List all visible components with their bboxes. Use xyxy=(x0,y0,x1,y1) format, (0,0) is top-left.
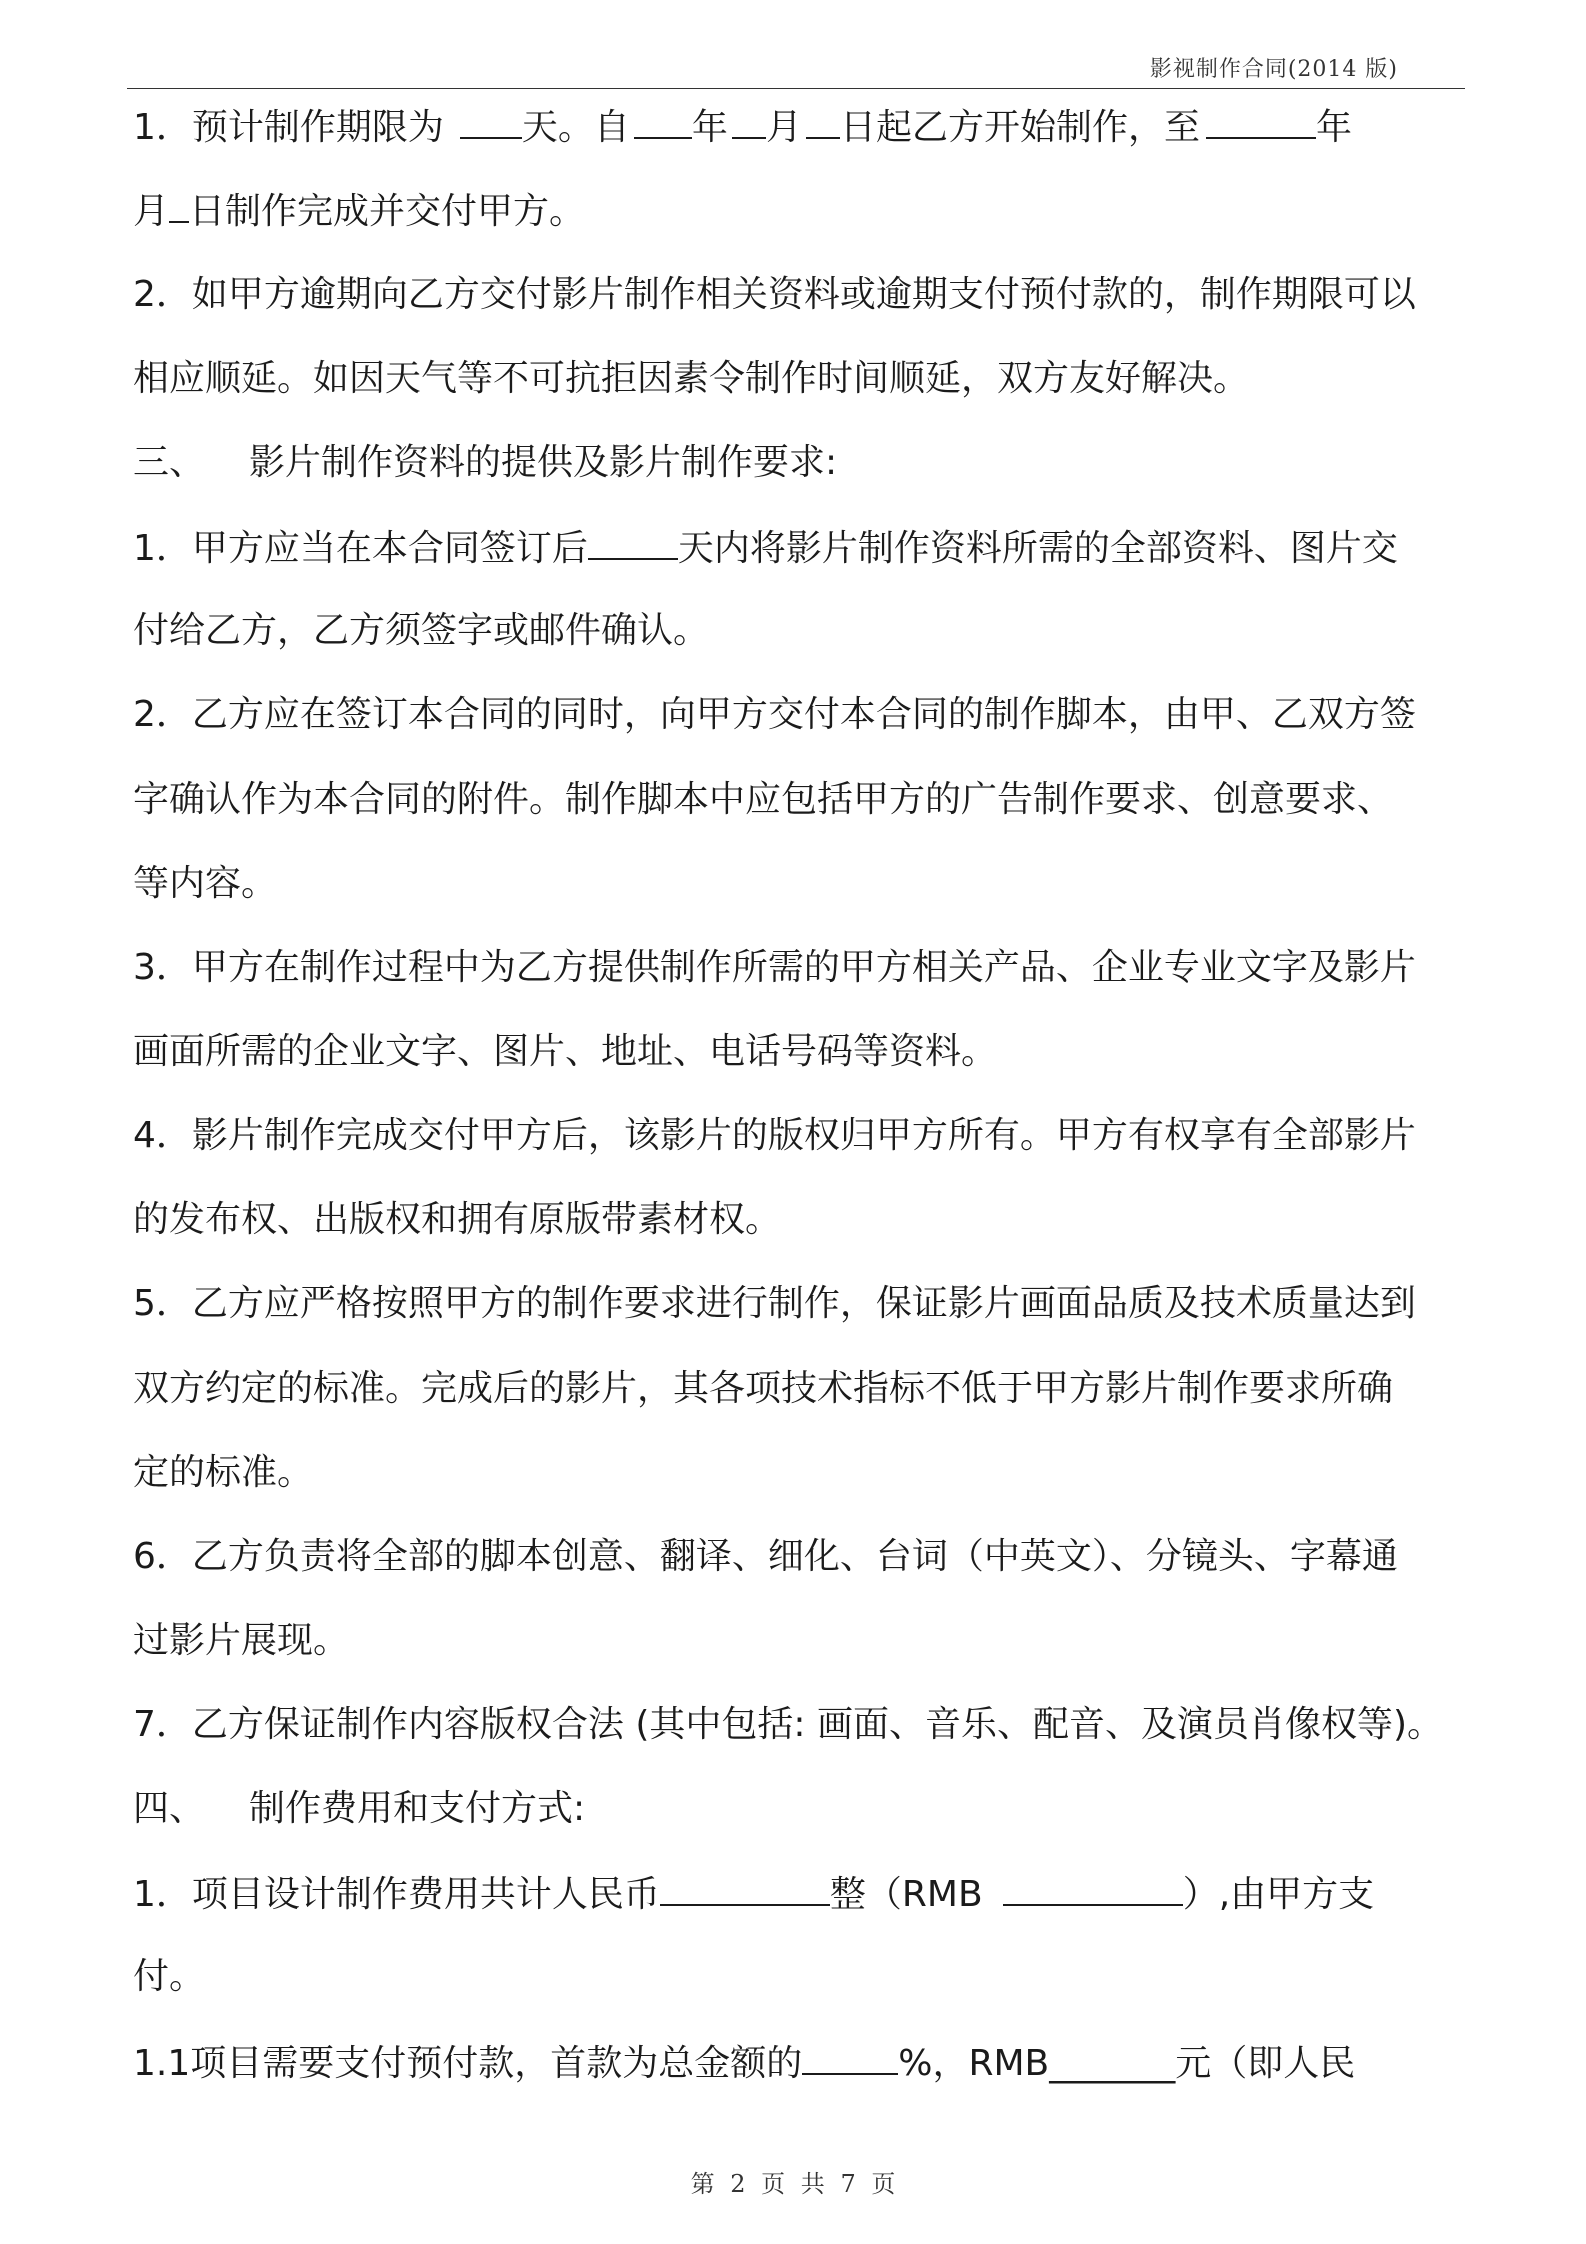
clause-line xyxy=(133,522,1398,572)
page-number: 第 2 页 共 7 页 xyxy=(690,2170,896,2198)
blank-field xyxy=(169,185,189,223)
clause-text: 天内将影片制作资料所需的全部资料、图片交 xyxy=(677,528,1398,569)
clause-line: 3．甲方在制作过程中为乙方提供制作所需的甲方相关产品、企业专业文字及影片 xyxy=(133,947,1416,988)
clause-text: 年 xyxy=(691,107,728,148)
clause-line xyxy=(133,2037,1355,2087)
clause-line: 4．影片制作完成交付甲方后，该影片的版权归甲方所有。甲方有权享有全部影片 xyxy=(133,1115,1416,1156)
blank-field xyxy=(1206,101,1316,139)
clause-text: 1．预计制作期限为 xyxy=(133,107,444,148)
clause-text: 1．项目设计制作费用共计人民币 xyxy=(133,1874,660,1915)
section-number: 三、 xyxy=(133,442,206,483)
blank-field xyxy=(1003,1868,1183,1906)
clause-line: 等内容。 xyxy=(133,863,278,904)
clause-text: ）,由甲方支 xyxy=(1182,1874,1375,1915)
clause-line: 7．乙方保证制作内容版权合法 (其中包括: 画面、音乐、配音、及演员肖像权等)。 xyxy=(133,1704,1444,1745)
clause-line: 付给乙方，乙方须签字或邮件确认。 xyxy=(133,610,710,651)
clause-text: %，RMB_______元（即人民 xyxy=(898,2043,1356,2084)
clause-text: 1．甲方应当在本合同签订后 xyxy=(133,528,588,569)
clause-line: 2．如甲方逾期向乙方交付影片制作相关资料或逾期支付预付款的，制作期限可以 xyxy=(133,274,1416,315)
clause-text: 日制作完成并交付甲方。 xyxy=(189,191,586,232)
blank-field xyxy=(588,522,678,560)
section-number: 四、 xyxy=(133,1788,206,1829)
clause-text: 月 xyxy=(133,191,170,232)
clause-text: 天。自 xyxy=(521,107,630,148)
clause-line: 的发布权、出版权和拥有原版带素材权。 xyxy=(133,1199,782,1240)
clause-text: 年 xyxy=(1315,107,1352,148)
clause-line: 画面所需的企业文字、图片、地址、电话号码等资料。 xyxy=(133,1031,998,1072)
clause-line: 双方约定的标准。完成后的影片，其各项技术指标不低于甲方影片制作要求所确 xyxy=(133,1368,1394,1409)
blank-field xyxy=(806,101,840,139)
clause-line: 5．乙方应严格按照甲方的制作要求进行制作，保证影片画面品质及技术质量达到 xyxy=(133,1283,1416,1324)
clause-text: 整（RMB xyxy=(829,1874,983,1915)
blank-field xyxy=(634,101,692,139)
blank-field xyxy=(460,101,522,139)
clause-line: 过影片展现。 xyxy=(133,1620,350,1661)
clause-text: 1.1项目需要支付预付款，首款为总金额的 xyxy=(133,2043,803,2084)
section-title: 影片制作资料的提供及影片制作要求: xyxy=(249,442,838,483)
blank-field xyxy=(802,2037,898,2075)
blank-field xyxy=(732,101,766,139)
section-title: 制作费用和支付方式: xyxy=(249,1788,586,1829)
clause-text: 月 xyxy=(765,107,802,148)
clause-line: 相应顺延。如因天气等不可抗拒因素令制作时间顺延，双方友好解决。 xyxy=(133,358,1250,399)
clause-line: 6．乙方负责将全部的脚本创意、翻译、细化、台词（中英文）、分镜头、字幕通 xyxy=(133,1536,1398,1577)
clause-line xyxy=(133,185,585,235)
clause-line xyxy=(133,101,1352,151)
section-heading xyxy=(133,438,837,488)
clause-line xyxy=(133,1868,1374,1918)
clause-line: 定的标准。 xyxy=(133,1452,314,1493)
section-heading xyxy=(133,1784,585,1834)
clause-line: 2．乙方应在签订本合同的同时，向甲方交付本合同的制作脚本，由甲、乙双方签 xyxy=(133,694,1416,735)
clause-line: 付。 xyxy=(133,1956,206,1997)
clause-line: 字确认作为本合同的附件。制作脚本中应包括甲方的广告制作要求、创意要求、 xyxy=(133,779,1394,820)
header-divider xyxy=(127,88,1465,89)
blank-field xyxy=(660,1868,830,1906)
document-header-title: 影视制作合同(2014 版) xyxy=(1149,57,1398,82)
clause-text: 日起乙方开始制作，至 xyxy=(839,107,1200,148)
